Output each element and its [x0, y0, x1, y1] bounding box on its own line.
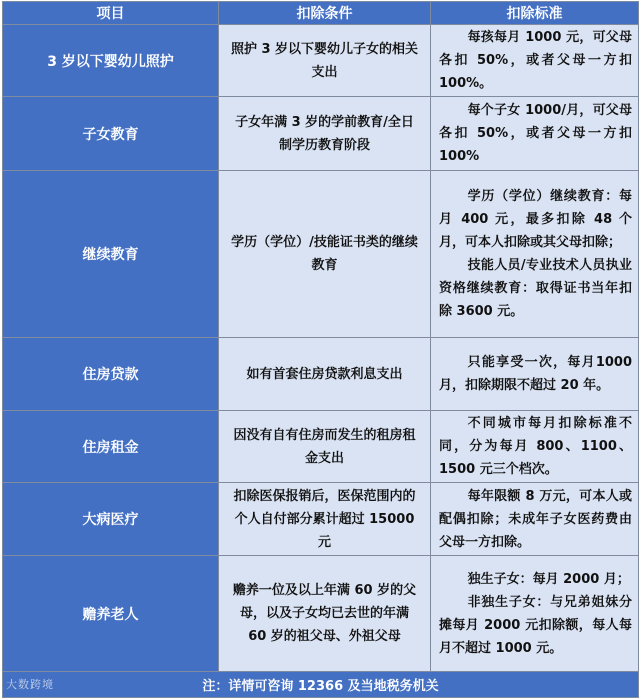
standard-paragraph: 独生子女：每月 2000 月； — [467, 571, 630, 587]
row-condition: 扣除医保报销后，医保范围内的个人自付部分累计超过 15000 元 — [219, 483, 431, 556]
footer-note: 注：详情可咨询 12366 及当地税务机关 — [3, 672, 639, 698]
standard-paragraph: 不同城市每月扣除标准不同，分为每月 800、1100、1500 元三个档次。 — [439, 416, 632, 477]
standard-paragraph: 每年限额 8 万元，可本人或配偶扣除；未成年子女医药费由父母一方扣除。 — [439, 488, 632, 550]
row-standard — [431, 411, 639, 483]
row-item: 住房贷款 — [3, 338, 219, 411]
row-condition: 赡养一位及以上年满 60 岁的父母，以及子女均已去世的年满 60 岁的祖父母、外祖父母 — [219, 556, 431, 672]
row-item: 继续教育 — [3, 171, 219, 338]
table-row — [3, 25, 639, 97]
row-condition: 学历（学位）/技能证书类的继续教育 — [219, 171, 431, 338]
row-item: 子女教育 — [3, 97, 219, 171]
standard-paragraph: 技能人员/专业技术人员执业资格继续教育：取得证书当年扣除 3600 元。 — [439, 258, 632, 319]
row-standard — [431, 338, 639, 411]
watermark: 大数跨境 — [6, 678, 54, 691]
header-item: 项目 — [3, 2, 219, 25]
table-row — [3, 411, 639, 483]
standard-paragraph: 只能享受一次，每月1000 月，扣除期限不超过 20 年。 — [439, 355, 632, 393]
row-condition: 如有首套住房贷款利息支出 — [219, 338, 431, 411]
table-row — [3, 338, 639, 411]
row-standard — [431, 556, 639, 672]
row-standard — [431, 171, 639, 338]
table-row — [3, 97, 639, 171]
table-row — [3, 171, 639, 338]
row-condition: 照护 3 岁以下婴幼儿子女的相关支出 — [219, 25, 431, 97]
header-condition: 扣除条件 — [219, 2, 431, 25]
row-item: 3 岁以下婴幼儿照护 — [3, 25, 219, 97]
footer-row — [3, 672, 639, 698]
standard-paragraph: 非独生子女：与兄弟姐妹分摊每月 2000 元扣除额，每人每月不超过 1000 元。 — [439, 594, 632, 656]
row-item: 住房租金 — [3, 411, 219, 483]
header-standard: 扣除标准 — [431, 2, 639, 25]
deduction-table — [2, 1, 639, 698]
table-row — [3, 556, 639, 672]
row-item: 大病医疗 — [3, 483, 219, 556]
standard-paragraph: 学历（学位）继续教育：每月 400 元，最多扣除 48 个月，可本人扣除或其父母扣除； — [439, 189, 632, 250]
table-row — [3, 483, 639, 556]
row-standard — [431, 25, 639, 97]
header-row — [3, 2, 639, 25]
row-condition: 因没有自有住房而发生的租房租金支出 — [219, 411, 431, 483]
standard-paragraph: 每孩每月 1000 元，可父母各扣 50%，或者父母一方扣 100%。 — [439, 30, 632, 91]
row-condition: 子女年满 3 岁的学前教育/全日制学历教育阶段 — [219, 97, 431, 171]
row-standard — [431, 97, 639, 171]
standard-paragraph: 每个子女 1000/月，可父母各扣 50%，或者父母一方扣 100% — [439, 103, 632, 164]
row-standard — [431, 483, 639, 556]
row-item: 赡养老人 — [3, 556, 219, 672]
